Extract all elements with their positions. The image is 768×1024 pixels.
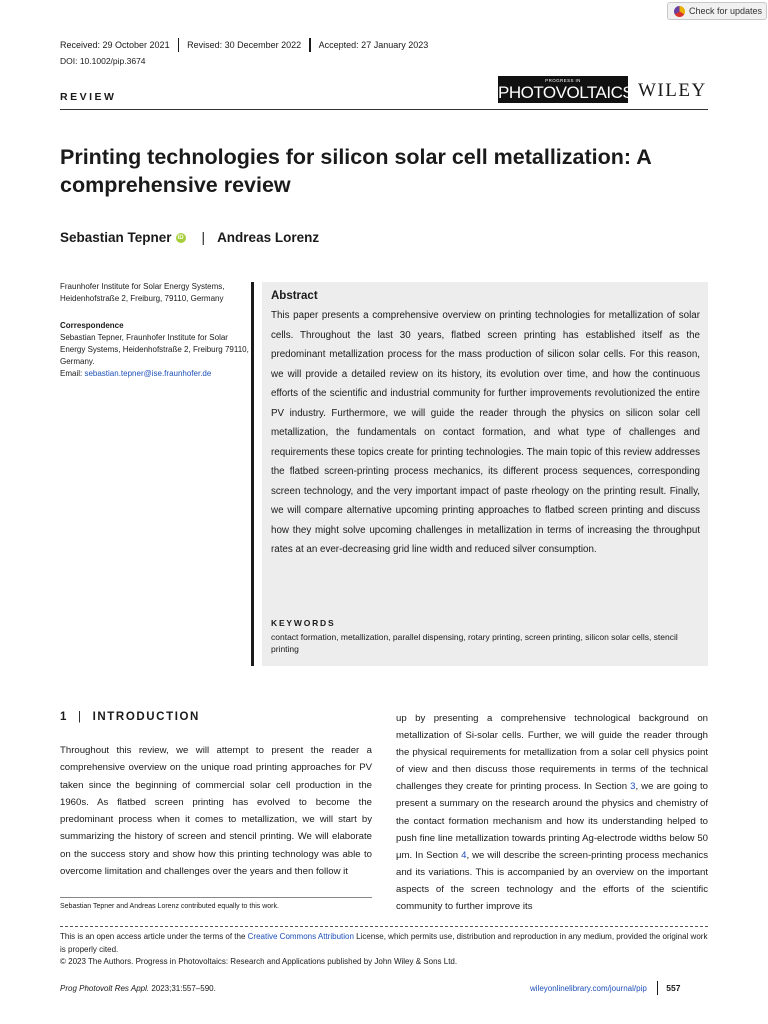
crossmark-icon xyxy=(674,6,685,17)
article-title: Printing technologies for silicon solar cell metallization: A comprehensive review xyxy=(60,145,651,197)
section-number: 1 xyxy=(60,711,68,723)
body-column-right xyxy=(396,710,708,915)
license-divider xyxy=(60,926,708,927)
citation xyxy=(60,984,216,993)
author-list xyxy=(60,230,319,245)
date-divider xyxy=(309,38,311,52)
correspondence xyxy=(60,320,250,380)
abstract-heading: Abstract xyxy=(271,290,318,302)
footer-divider xyxy=(657,981,659,995)
footnote: Sebastian Tepner and Andreas Lorenz contributed equally to this work. xyxy=(60,903,279,910)
author-2[interactable]: Andreas Lorenz xyxy=(217,230,320,245)
email-label: Email: xyxy=(60,369,85,378)
section-pipe: | xyxy=(78,711,83,723)
publisher-logo: WILEY xyxy=(638,80,707,101)
author-1[interactable]: Sebastian Tepner xyxy=(60,230,172,245)
date-divider xyxy=(178,38,180,52)
footnote-divider xyxy=(60,897,372,898)
revised-date: Revised: 30 December 2022 xyxy=(187,40,302,50)
footer-right xyxy=(530,981,680,995)
keywords-heading: KEYWORDS xyxy=(271,618,336,628)
section-link-4[interactable]: 4 xyxy=(461,849,467,861)
license-text-b: License, which permits use, distribution and reproduction in any medium, provided the original work is properly cited. xyxy=(60,932,708,954)
section-title: INTRODUCTION xyxy=(92,711,200,723)
license-notice xyxy=(60,931,708,969)
correspondence-email-line xyxy=(60,368,250,380)
journal-url-link[interactable]: wileyonlinelibrary.com/journal/pip xyxy=(530,983,647,993)
section-heading xyxy=(60,711,200,723)
accepted-date: Accepted: 27 January 2023 xyxy=(318,40,429,50)
email-link[interactable]: sebastian.tepner@ise.fraunhofer.de xyxy=(84,369,212,378)
correspondence-heading: Correspondence xyxy=(60,321,124,330)
keywords-list: contact formation, metallization, parallel dispensing, rotary printing, screen printing, silicon solar cells, stencil printing xyxy=(271,632,678,654)
body-column-left: Throughout this review, we will attempt to present the reader a comprehensive overview on the unique road printing approaches for PV taken since the beginning of commercial solar cell production in the 1960s. As flatbed screen printing has evolved to become the predominant process when it comes to metallization, we will start by summarizing the history of screen and stencil printing. We will elaborate on the success story and show how this printing technology was able to overcome limitation and challenges over the years and then follow it xyxy=(60,745,372,878)
orcid-icon[interactable]: iD xyxy=(177,234,184,241)
check-for-updates-button[interactable] xyxy=(667,2,767,20)
correspondence-text: Sebastian Tepner, Fraunhofer Institute for Solar Energy Systems, Heidenhofstraße 2, Freiburg 79110, Germany. xyxy=(60,333,249,366)
journal-logo-big: PHOTOVOLTAICS xyxy=(498,83,634,102)
doi: DOI: 10.1002/pip.3674 xyxy=(60,56,146,66)
received-date: Received: 29 October 2021 xyxy=(60,40,170,50)
affiliation: Fraunhofer Institute for Solar Energy Systems, Heidenhofstraße 2, Freiburg, 79110, Germany xyxy=(60,282,225,303)
page-number: 557 xyxy=(666,983,681,993)
section-link-3[interactable]: 3 xyxy=(630,781,636,793)
author-separator: | xyxy=(201,230,206,245)
abstract-side-rule xyxy=(251,282,254,666)
journal-abbrev: Prog Photovolt Res Appl. xyxy=(60,984,150,993)
citation-details: 2023;31:557–590. xyxy=(149,984,216,993)
body-text: , we are going to present a summary on the research around the physics and chemistry of the contact formation mechanism and how its understanding helped to push fine line metallization towards printing Ag-electrode widths below 50 μm. In Section xyxy=(396,781,708,861)
body-text: , we will describe the screen-printing process mechanics and its variations. This is accompanied by an overview on the important aspects of the screen technology and the efforts of the scientific community to further improve its xyxy=(396,849,708,913)
license-text xyxy=(60,931,708,956)
journal-logo-small: PROGRESS IN xyxy=(545,78,581,83)
cc-license-link[interactable]: Creative Commons Attribution xyxy=(247,932,354,941)
license-text-a: This is an open access article under the terms of the xyxy=(60,932,248,941)
copyright: © 2023 The Authors. Progress in Photovoltaics: Research and Applications published by John Wiley & Sons Ltd. xyxy=(60,957,458,966)
journal-logo xyxy=(498,76,634,103)
article-dates xyxy=(60,38,428,52)
abstract-text: This paper presents a comprehensive overview on printing technologies for metallization of solar cells. Throughout the last 30 years, flatbed screen printing has established itself as the predominant metallization process for the mass production of silicon solar cells. For this reason, we will provide a detailed review on its history, its evolution over time, and how the continuous efforts of the scientific and industrial community for further improvements revolutionized the entire PV industry. Furthermore, we will guide the reader through the physics on silicon solar cell metallization, the fundamentals on contact formation, and what type of challenges and requirements these topics create for printing technologies. The main topic of this review addresses the flatbed screen-printing process mechanics, its different process sequences, corresponding screen technology, and the very important impact of paste rheology on the printing result. Finally, we will compare alternative upcoming printing approaches to flatbed screen printing and discuss how they might solve upcoming challenges in metallization in terms of increasing the throughput rates at an ever-decreasing grid line width and reduced silver consumption. xyxy=(271,310,700,555)
check-for-updates-label: Check for updates xyxy=(689,6,763,16)
header-divider xyxy=(60,109,708,110)
article-type: REVIEW xyxy=(60,91,117,103)
body-text: up by presenting a comprehensive technological background on metallization of Si-solar cells. Further, we will guide the reader through the physical requirements for metallization from a solar cell physics point of view and then discuss those requirements in terms of the technical challenges they create for printing process. In Section xyxy=(396,713,708,793)
